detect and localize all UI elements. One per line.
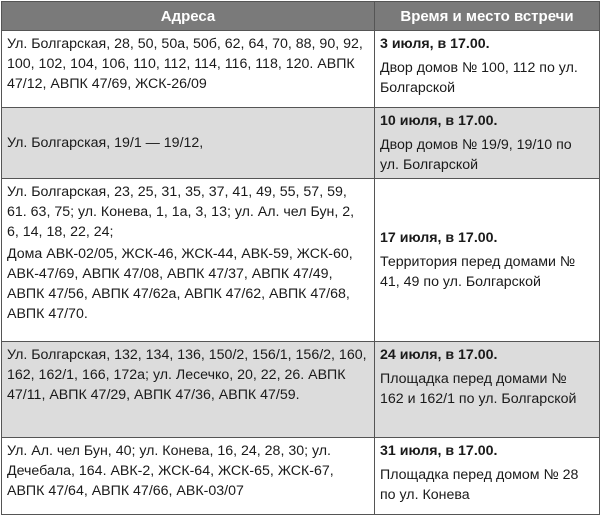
meeting-place: Территория перед домами № 41, 49 по ул. Болгарской bbox=[380, 254, 576, 290]
meeting-place: Двор домов № 100, 112 по ул. Болгарской bbox=[380, 60, 578, 96]
meetings-table bbox=[1, 1, 600, 515]
meeting-time: 10 июля, в 17.00. bbox=[380, 113, 498, 129]
addresses-text: Дома АВК-02/05, ЖСК-46, ЖСК-44, АВК-59, ЖСК-60, АВК-47/69, АВПК 47/08, АВПК 47/37, АВПК 47/49, АВПК 47/56, АВПК 47/62а, АВПК 47/62, АВПК 47/68, АВПК 47/70. bbox=[7, 246, 353, 322]
addresses-cell bbox=[2, 342, 375, 438]
meeting-cell bbox=[375, 438, 600, 515]
addresses-text: Ул. Болгарская, 23, 25, 31, 35, 37, 41, 49, 55, 57, 59, 61. 63, 75; ул. Конева, 1, 1а, 3, 13; ул. Ал. чел Бун, 2, 6, 14, 18, 22, 24; bbox=[7, 184, 355, 240]
table-row bbox=[2, 108, 600, 179]
addresses-text: Ул. Болгарская, 28, 50, 50а, 50б, 62, 64, 70, 88, 90, 92, 100, 102, 104, 106, 110, 112, 114, 116, 118, 120. АВПК 47/12, АВПК 47/69, ЖСК-26/09 bbox=[7, 36, 363, 92]
addresses-text: Ул. Болгарская, 132, 134, 136, 150/2, 156/1, 156/2, 160, 162, 162/1, 166, 172а; ул. Лесечко, 20, 22, 26. АВПК 47/11, АВПК 47/29, АВПК 47/36, АВПК 47/59. bbox=[7, 347, 367, 403]
addresses-cell bbox=[2, 179, 375, 342]
table-row bbox=[2, 438, 600, 515]
addresses-text: Ул. Ал. чел Бун, 40; ул. Конева, 16, 24, 28, 30; ул. Дечебала, 164. АВК-2, ЖСК-64, ЖСК-65, ЖСК-67, АВПК 47/64, АВПК 47/66, АВК-03/07 bbox=[7, 443, 334, 499]
meeting-time: 17 июля, в 17.00. bbox=[380, 230, 498, 246]
table-header-row bbox=[2, 2, 600, 31]
meeting-place: Площадка перед домами № 162 и 162/1 по ул. Болгарской bbox=[380, 371, 577, 407]
addresses-text: Ул. Болгарская, 19/1 — 19/12, bbox=[7, 135, 204, 151]
meeting-column-header: Время и место встречи bbox=[375, 2, 600, 31]
meeting-cell bbox=[375, 179, 600, 342]
meeting-time: 31 июля, в 17.00. bbox=[380, 443, 498, 459]
meeting-place: Двор домов № 19/9, 19/10 по ул. Болгарской bbox=[380, 137, 572, 173]
meeting-place: Площадка перед домом № 28 по ул. Конева bbox=[380, 467, 579, 503]
table-row bbox=[2, 179, 600, 342]
meeting-time: 3 июля, в 17.00. bbox=[380, 36, 490, 52]
table-row bbox=[2, 31, 600, 108]
meeting-cell bbox=[375, 31, 600, 108]
addresses-column-header: Адреса bbox=[2, 2, 375, 31]
addresses-cell bbox=[2, 108, 375, 179]
table-row bbox=[2, 342, 600, 438]
meeting-time: 24 июля, в 17.00. bbox=[380, 347, 498, 363]
addresses-cell bbox=[2, 31, 375, 108]
addresses-cell bbox=[2, 438, 375, 515]
meeting-cell bbox=[375, 108, 600, 179]
meeting-cell bbox=[375, 342, 600, 438]
